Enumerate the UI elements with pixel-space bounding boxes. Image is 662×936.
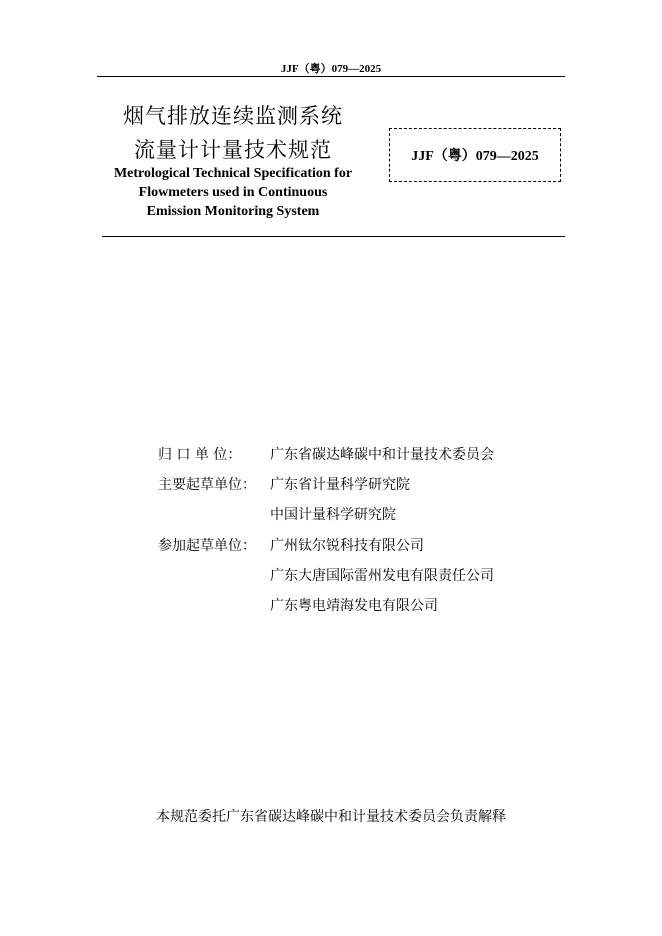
header-rule [97,76,565,77]
title-chinese-line-1: 烟气排放连续监测系统 [123,104,343,128]
participating-unit-row-3 [158,595,438,615]
header-standard-code: JJF（粤）079—2025 [280,63,382,75]
standard-code-text: JJF（粤）079—2025 [411,149,539,164]
main-drafting-unit-value: 广东省计量科学研究院 [270,477,410,493]
responsible-unit-row [158,444,494,464]
title-chinese-line-2: 流量计计量技术规范 [134,138,332,162]
standard-code-box [389,128,561,182]
title-english-line-3: Emission Monitoring System [146,204,320,219]
main-drafting-unit-row [158,474,410,494]
participating-unit-value: 广东大唐国际雷州发电有限责任公司 [270,568,494,584]
title-english-line-2: Flowmeters used in Continuous [138,185,328,200]
participating-unit-label: 参加起草单位： [158,538,256,554]
participating-unit-row [158,535,424,555]
interpretation-note: 本规范委托广东省碳达峰碳中和计量技术委员会负责解释 [156,809,506,825]
participating-unit-value: 广东粤电靖海发电有限公司 [270,598,438,614]
main-drafting-unit-row-2 [158,504,396,524]
title-rule [102,236,565,237]
main-drafting-unit-value: 中国计量科学研究院 [270,507,396,523]
responsible-unit-value: 广东省碳达峰碳中和计量技术委员会 [270,447,494,463]
participating-unit-value: 广州钛尔锐科技有限公司 [270,538,424,554]
participating-unit-row-2 [158,565,494,585]
responsible-unit-label: 归 口 单 位： [158,447,242,463]
title-english-line-1: Metrological Technical Specification for [113,166,353,181]
main-drafting-unit-label: 主要起草单位： [158,477,256,493]
